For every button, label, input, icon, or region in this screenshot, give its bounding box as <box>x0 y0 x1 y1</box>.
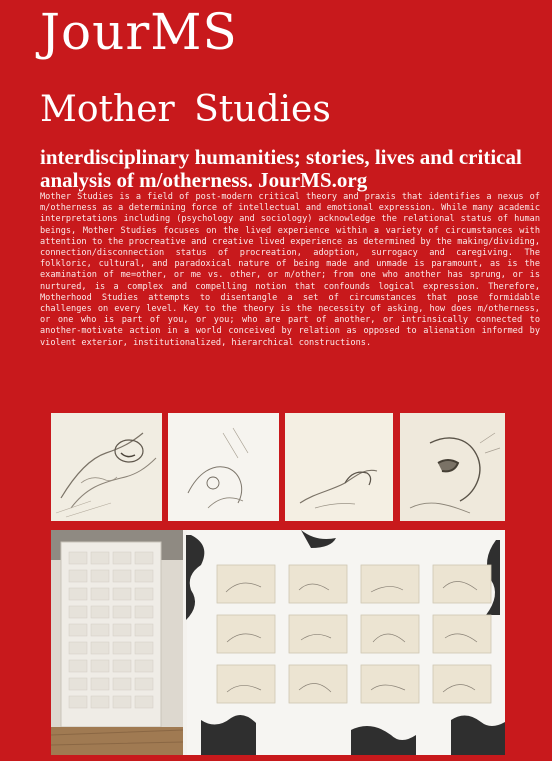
gallery-installation-image <box>51 530 505 755</box>
sketch-profile-image <box>400 413 505 521</box>
journal-subtitle: Mother Studies <box>40 89 331 130</box>
sketch-hands-image <box>285 413 393 521</box>
sketch-embrace-image <box>51 413 162 521</box>
tagline: interdisciplinary humanities; stories, lives and critical analysis of m/otherness. JourMS.org <box>40 145 522 192</box>
description-text: Mother Studies is a field of post-modern critical theory and praxis that identifies a nexus of m/otherness as a determining force of intellectual and emotional expression. While many academic interpretations including (psychology and sociology) acknowledge the relational status of human beings, Mother Studies focuses on the lived experience within a variety of circumstances with attention to the procreative and creative lived experience as determined by the making/dividing, connection/disconnection status of procreation, adoption, surrogacy and caregiving. The folkloric, cultural, and paradoxical nature of being made and unmade is paramount, as is the examination of me=other, or me vs. other, or m/other; from one who another has sprung, or is nurtured, is a complex and compelling notion that confounds logical expression. Therefore, Motherhood Studies attempts to disentangle a set of circumstances that pose formidable challenges on every level. Key to the theory is the necessity of asking, how does m/otherness, or one who is part of you, or you; who are part of another, or intrinsically connected to another-motivate action in a world conceived by relation as opposed to alienation informed by violent exterior, institutionalized, hierarchical constructions. <box>40 192 540 348</box>
sketch-figure-image <box>168 413 279 521</box>
journal-title: JourMS <box>40 3 238 61</box>
